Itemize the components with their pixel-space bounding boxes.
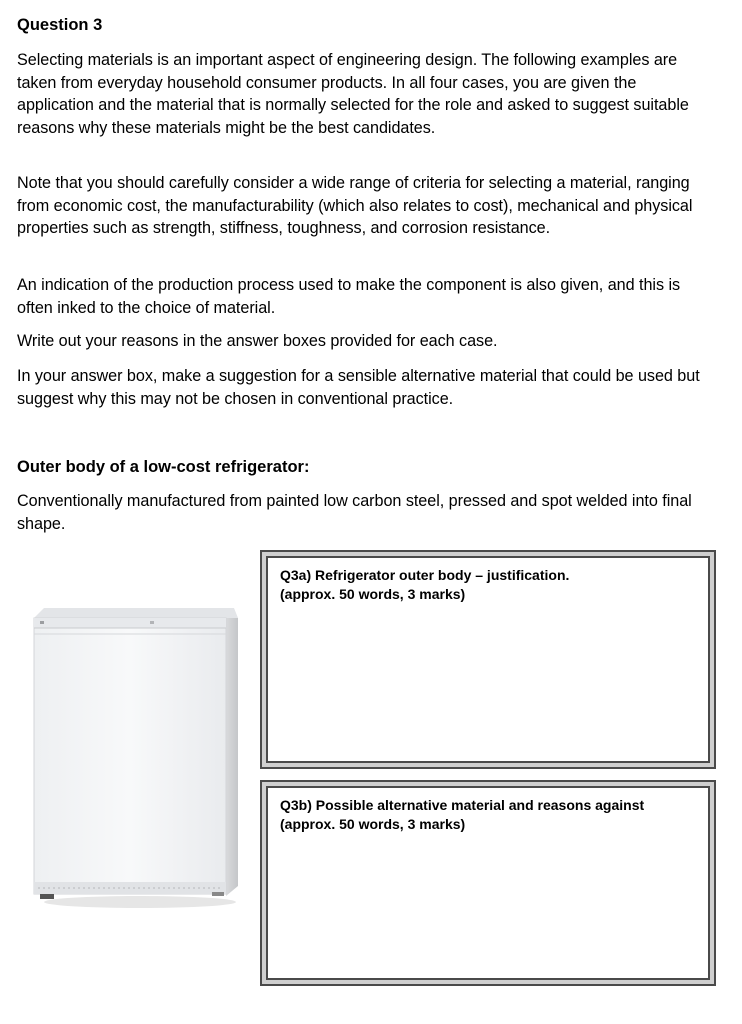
process-paragraph: An indication of the production process used to make the component is also given, and this is often inked to the choice of material.	[17, 276, 681, 317]
refrigerator-icon	[30, 604, 244, 914]
case-title: Outer body of a low-cost refrigerator:	[17, 458, 310, 476]
answer-subtitle-q3b: (approx. 50 words, 3 marks)	[280, 816, 466, 832]
answer-box-q3b	[260, 780, 716, 986]
instruction-paragraph: Write out your reasons in the answer boxes provided for each case.	[17, 332, 498, 350]
answer-area-q3b[interactable]	[266, 786, 710, 980]
answer-subtitle-q3a: (approx. 50 words, 3 marks)	[280, 586, 466, 602]
alternative-paragraph: In your answer box, make a suggestion for a sensible alternative material that could be used but suggest why this may not be chosen in conventional practice.	[17, 367, 700, 408]
criteria-paragraph: Note that you should carefully consider a wide range of criteria for selecting a material, ranging from economic cost, the manufacturability (which also relates to cost), mechanical and physical properties such as strength, stiffness, toughness, and corrosion resistance.	[17, 174, 693, 237]
intro-paragraph: Selecting materials is an important aspect of engineering design. The following examples are taken from everyday household consumer products. In all four cases, you are given the application and the material that is normally selected for the role and asked to suggest suitable reasons why these materials might be the best candidates.	[17, 51, 689, 137]
case-description: Conventionally manufactured from painted low carbon steel, pressed and spot welded into final shape.	[17, 492, 692, 533]
question-title: Question 3	[17, 16, 103, 34]
answer-title-q3a: Q3a) Refrigerator outer body – justification.	[280, 567, 570, 583]
answer-title-q3b: Q3b) Possible alternative material and reasons against	[280, 797, 645, 813]
answer-box-q3a	[260, 550, 716, 769]
answer-area-q3a[interactable]	[266, 556, 710, 763]
